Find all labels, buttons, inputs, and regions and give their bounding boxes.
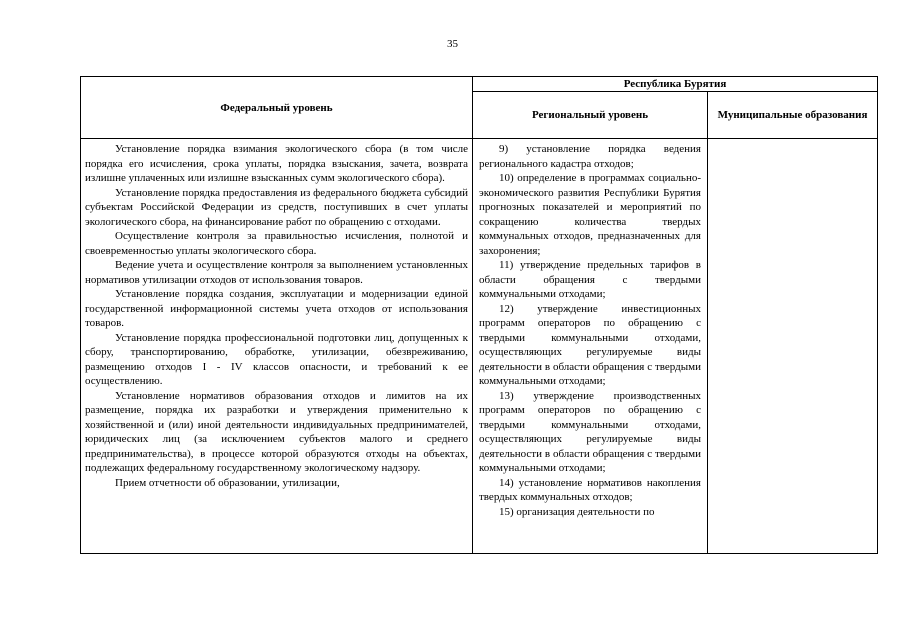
federal-paragraph: Прием отчетности об образовании, утилизации, — [115, 476, 340, 489]
header-regional: Региональный уровень — [473, 92, 708, 139]
federal-paragraph: Установление порядка предоставления из федерального бюджета субсидий субъектам Российской Федерации из средств, поступивших в счет уплаты экологического сбора, на финансирование работ по обращению с отходами. — [85, 186, 468, 228]
federal-cell — [81, 139, 473, 554]
municipal-cell — [708, 139, 878, 554]
regional-paragraph: 10) определение в программах социально-экономического развития Республики Бурятия прогнозных показателей и мероприятий по сокращению количества твердых коммунальных отходов, предназначенных для захоронения; — [479, 172, 701, 257]
regional-cell — [473, 139, 708, 554]
federal-text — [81, 139, 472, 490]
federal-paragraph: Установление порядка профессиональной подготовки лиц, допущенных к сбору, транспортированию, обработке, утилизации, обезвреживанию, размещению отходов I - IV классов опасности, и требований к ее осуществлению. — [85, 331, 468, 387]
header-republic: Республика Бурятия — [473, 77, 878, 92]
regional-paragraph: 12) утверждение инвестиционных программ операторов по обращению с твердыми коммунальными отходами, осуществляющих регулируемые виды деятельности в области обращения с твердыми коммунальными отходами; — [479, 302, 701, 387]
regional-paragraph: 13) утверждение производственных программ операторов по обращению с твердыми коммунальными отходами, осуществляющих регулируемые виды деятельности в области обращения с твердыми коммунальными отходами; — [479, 389, 701, 474]
federal-paragraph: Осуществление контроля за правильностью исчисления, полнотой и своевременностью уплаты экологического сбора. — [85, 230, 468, 257]
regional-paragraph: 11) утверждение предельных тарифов в области обращения с твердыми коммунальными отходами; — [479, 259, 701, 300]
body-row — [81, 139, 878, 554]
regional-paragraph: 15) организация деятельности по — [499, 505, 655, 518]
header-federal: Федеральный уровень — [81, 77, 473, 139]
header-row-top — [81, 77, 878, 92]
regional-paragraph: 9) установление порядка ведения регионального кадастра отходов; — [479, 143, 701, 170]
federal-paragraph: Установление порядка создания, эксплуатации и модернизации единой государственной информационной системы учета отходов от использования товаров. — [85, 288, 468, 329]
federal-paragraph: Установление порядка взимания экологического сбора (в том числе порядка его исчисления, срока уплаты, порядка взыскания, зачета, возврата излишне уплаченных или излишне взысканных сумм экологического сбора). — [85, 143, 468, 184]
regional-text — [473, 139, 707, 519]
competence-table — [80, 76, 878, 554]
header-municipal: Муниципальные образования — [708, 92, 878, 139]
regional-paragraph: 14) установление нормативов накопления твердых коммунальных отходов; — [479, 476, 701, 503]
federal-paragraph: Ведение учета и осуществление контроля за выполнением установленных нормативов утилизации отходов от использования товаров. — [85, 259, 468, 286]
federal-paragraph: Установление нормативов образования отходов и лимитов на их размещение, порядка их разработки и утверждения применительно к хозяйственной и (или) иной деятельности индивидуальных предпринимателей, юридических лиц (за исключением субъектов малого и среднего предпринимательства), в процессе которой образуются отходы на объектах, подлежащих федеральному государственному экологическому надзору. — [85, 389, 468, 474]
page-number: 35 — [447, 38, 458, 50]
